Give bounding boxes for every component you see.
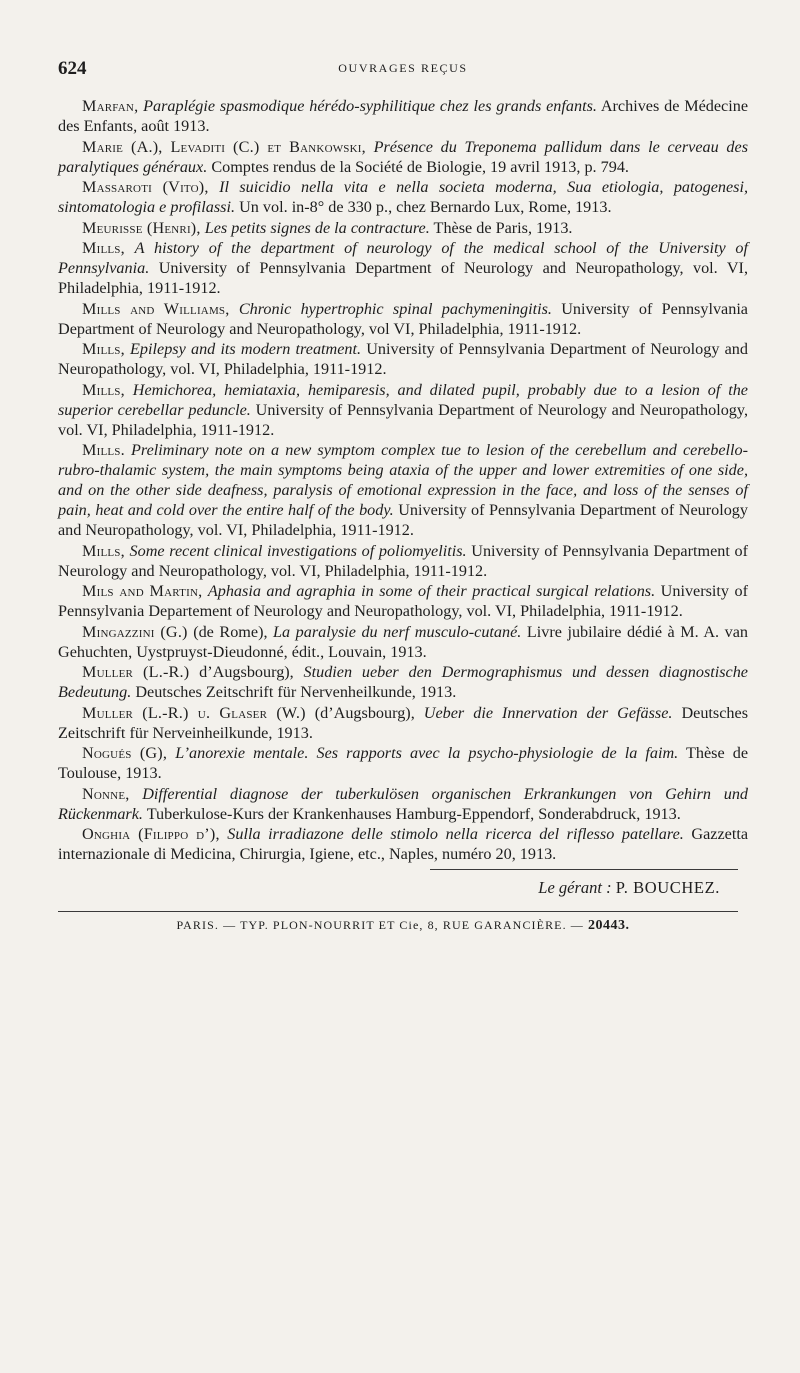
entry-title: Differential diagnose der tuberkulösen organischen Erkrankungen von Gehirn und Rückenmark.: [58, 784, 749, 823]
bibliography-entry: [58, 743, 748, 783]
page-number: 624: [58, 58, 87, 79]
entry-publication: University of Pennsylvania Department of Neurology and Neuropathology, vol. VI, Philadelphia, 1911-1912.: [58, 259, 748, 297]
bibliography-entry: [58, 339, 748, 379]
entry-title: Présence du Treponema pallidum dans le cerveau des paralytiques généraux.: [58, 137, 748, 176]
entry-publication: Tuberkulose-Kurs der Krankenhauses Hamburg-Eppendorf, Sonderabdruck, 1913.: [142, 804, 681, 823]
signature-rule: [430, 869, 738, 870]
bibliography-entry: [58, 380, 748, 440]
entry-author: Mils and Martin,: [82, 582, 203, 600]
entry-title: A history of the department of neurology of the medical school of the University of Pennsylvania.: [58, 239, 749, 277]
imprint-number: 20443.: [588, 918, 630, 933]
entry-author: Mills.: [82, 441, 125, 459]
entry-author: Nonne,: [82, 784, 130, 803]
entry-title: Les petits signes de la contracture.: [204, 218, 430, 237]
bibliography-entry: [58, 137, 748, 177]
entry-title: Some recent clinical investigations of poliomyelitis.: [129, 541, 467, 560]
entry-affiliation: (d’Augsbourg),: [305, 703, 424, 722]
entry-title: Aphasia and agraphia in some of their practical surgical relations.: [207, 582, 656, 600]
bibliography-entry: [58, 541, 748, 581]
entry-publication: University of Pennsylvania Department of Neurology and Neuropathology, vol. VI, Philadelphia, 1911-1912.: [58, 501, 748, 539]
entry-author: Mills,: [82, 340, 125, 358]
entry-author: Meurisse (Henri),: [82, 218, 201, 237]
entry-title: Epilepsy and its modern treatment.: [130, 340, 362, 358]
entry-author: Muller (L.-R.) u. Glaser (W.): [82, 703, 306, 722]
entry-publication: Thèse de Paris, 1913.: [429, 218, 573, 237]
entry-author: Muller (L.-R.): [82, 663, 190, 681]
entry-title: Studien ueber den Dermographismus und dessen diagnostische Bedeutung.: [58, 663, 748, 701]
entry-publication: Un vol. in-8° de 330 p., chez Bernardo Lux, Rome, 1913.: [235, 198, 612, 216]
entry-title: Paraplégie spasmodique hérédo-syphilitique chez les grands enfants.: [143, 97, 597, 115]
entry-author: Mills and Williams,: [82, 299, 230, 318]
entry-title: Il suicidio nella vita e nella societa moderna, Sua etiologia, patogenesi, sintomatologia e profilassi.: [58, 178, 749, 216]
printer-imprint: [58, 918, 748, 934]
entry-publication: Livre jubilaire dédié à M. A. van Gehuchten, Uystpruyst-Dieudonné, édit., Louvain, 1913.: [58, 622, 748, 661]
entry-publication: Gazzetta internazionale di Medicina, Chirurgia, Igiene, etc., Naples, numéro 20, 1913.: [58, 825, 749, 863]
entry-author: Marfan,: [82, 97, 139, 115]
bibliography-entry: [58, 703, 748, 743]
entry-author: Mingazzini (G.): [82, 622, 188, 641]
signature-label: Le gérant :: [538, 878, 612, 897]
entry-author: Mills,: [82, 541, 125, 560]
entry-publication: University of Pennsylvania Department of Neurology and Neuropathology, vol VI, Philadelphia, 1911-1912.: [58, 299, 748, 338]
entry-publication: University of Pennsylvania Department of Neurology and Neuropathology, vol. VI, Philadelphia, 1911-1912.: [58, 340, 748, 378]
entry-author: Mills,: [82, 380, 125, 399]
entry-title: La paralysie du nerf musculo-cutané.: [273, 622, 522, 641]
entry-publication: Deutsches Zeitschrift für Nervenheilkunde, 1913.: [131, 683, 457, 701]
page-header: [58, 58, 748, 82]
entry-author: Massaroti (Vito),: [82, 178, 209, 196]
bibliography-entry: [58, 238, 748, 298]
entry-affiliation: d’Augsbourg),: [189, 663, 304, 681]
entry-author: Nogués (G),: [82, 744, 168, 762]
bibliography-entry: [58, 96, 748, 136]
entry-author: Mills,: [82, 239, 125, 257]
footer-rule: [58, 911, 738, 912]
entry-publication: University of Pennsylvania Department of Neurology and Neuropathology, vol. VI, Philadelphia, 1911-1912.: [58, 400, 748, 439]
bibliography-entry: [58, 581, 748, 621]
entry-title: Hemichorea, hemiataxia, hemiparesis, and dilated pupil, probably due to a lesion of the superior cerebellar peduncle.: [58, 380, 748, 419]
imprint-text: PARIS. — TYP. PLON-NOURRIT ET Cie, 8, RUE GARANCIÈRE. —: [176, 918, 584, 932]
entry-title: Preliminary note on a new symptom complex tue to lesion of the cerebellum and cerebello-rubro-thalamic system, the main symptoms being ataxia of the upper and lower extremities of one side, and on the other side deafness, paralysis of emotional expression in the face, and loss of the senses of pain, heat and cold over the entire half of the body.: [58, 441, 748, 519]
entry-publication: University of Pennsylvania Departement of Neurology and Neuropathology, vol. VI, Philadelphia, 1911-1912.: [58, 582, 748, 620]
bibliography-entry: [58, 177, 748, 217]
entry-affiliation: (de Rome),: [187, 622, 274, 641]
bibliography-entry: [58, 440, 748, 540]
entry-title: Sulla irradiazone delle stimolo nella ricerca del riflesso patellare.: [227, 825, 684, 843]
entry-title: Ueber die Innervation der Gefässe.: [423, 703, 673, 722]
entry-publication: Comptes rendus de la Société de Biologie, 19 avril 1913, p. 794.: [207, 157, 629, 176]
bibliography-entry: [58, 824, 748, 864]
entry-publication: Thèse de Toulouse, 1913.: [58, 744, 749, 782]
bibliography-entry: [58, 218, 748, 238]
signature: [538, 878, 720, 898]
bibliography-entry: [58, 662, 748, 702]
entry-publication: Deutsches Zeitschrift für Nerveinheilkunde, 1913.: [58, 703, 748, 742]
bibliography-entry: [58, 299, 748, 339]
entry-title: Chronic hypertrophic spinal pachymeningitis.: [238, 299, 552, 318]
running-head: OUVRAGES REÇUS: [338, 61, 468, 75]
bibliography-entry: [58, 622, 748, 662]
entry-publication: University of Pennsylvania Department of Neurology and Neuropathology, vol. VI, Philadelphia, 1911-1912.: [58, 541, 749, 580]
bibliography-entry: [58, 784, 748, 824]
entry-author: Onghia (Filippo d’),: [82, 825, 220, 843]
entry-title: L’anorexie mentale. Ses rapports avec la psycho-physiologie de la faim.: [175, 744, 679, 762]
signature-name: P. BOUCHEZ.: [615, 878, 720, 897]
entry-author: Marie (A.), Levaditi (C.) et Bankowski,: [82, 137, 366, 156]
bibliography-list: [58, 96, 748, 865]
entry-publication: Archives de Médecine des Enfants, août 1913.: [58, 97, 749, 135]
